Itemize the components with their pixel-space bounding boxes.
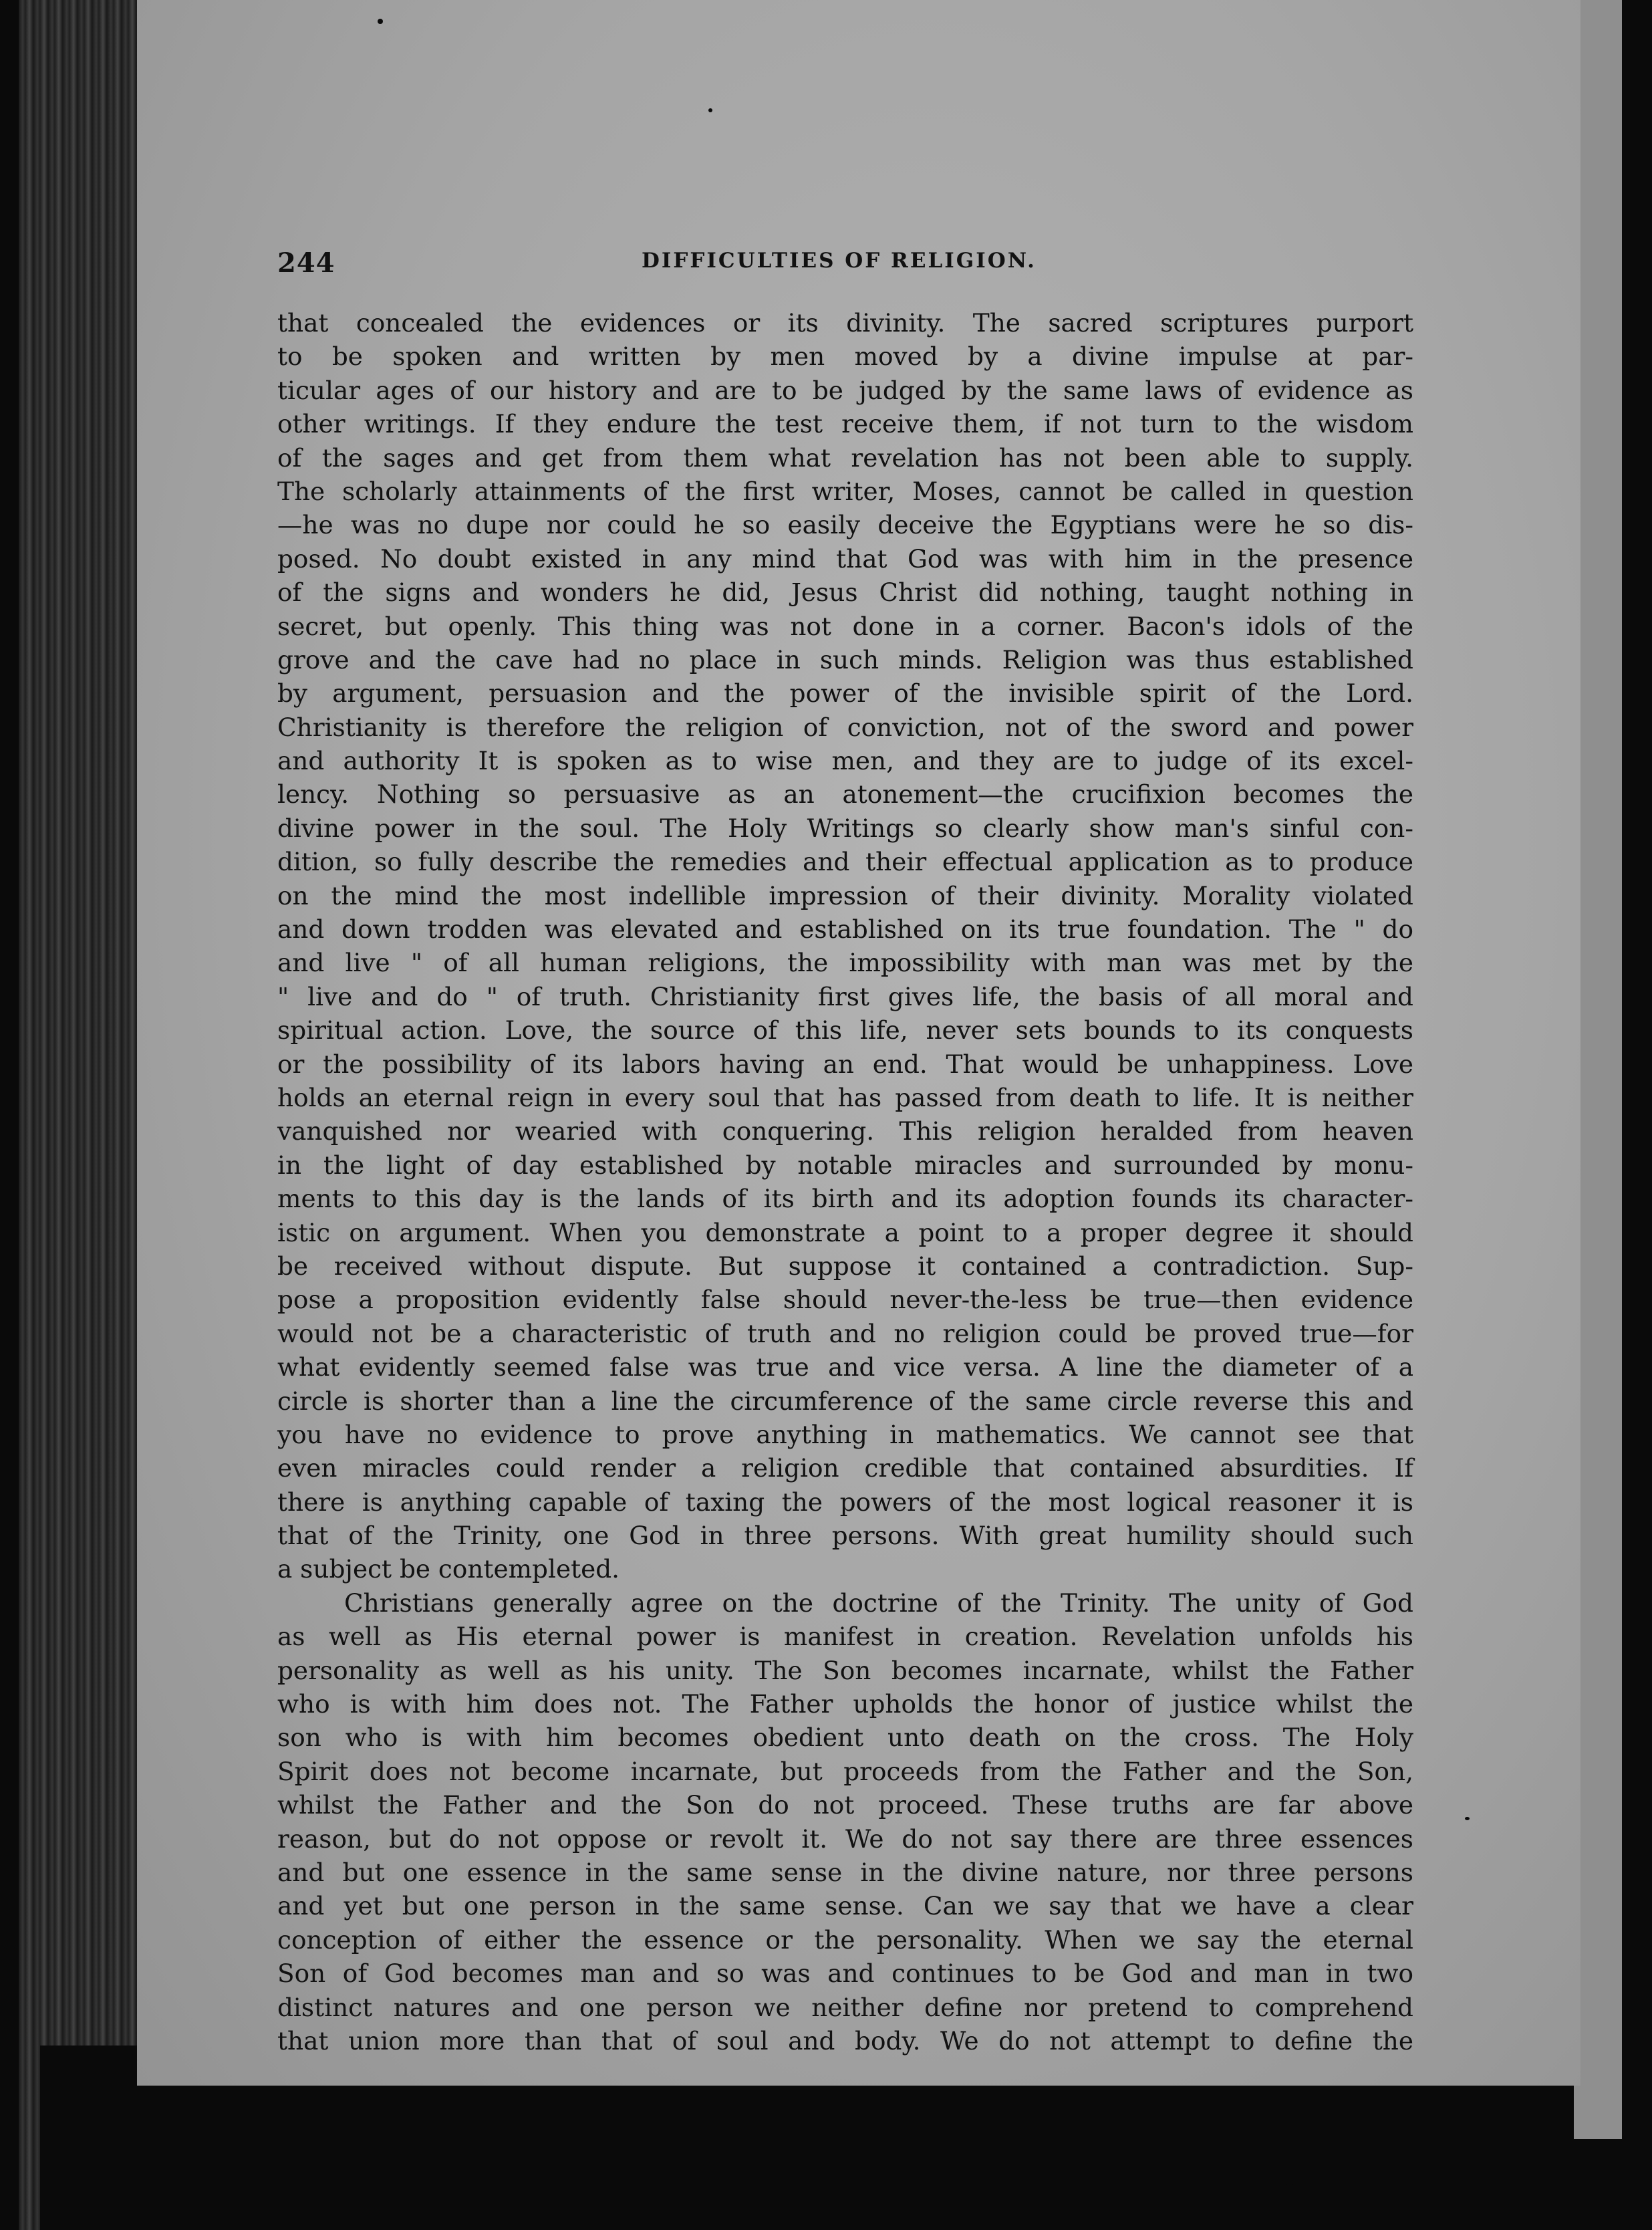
text-line: by argument, persuasion and the power of the invisible spirit of the Lord. (277, 678, 1413, 709)
text-line: of the signs and wonders he did, Jesus Christ did nothing, taught nothing in (277, 578, 1413, 608)
text-line: in the light of day established by notable miracles and surrounded by monu- (277, 1150, 1413, 1180)
text-line: that concealed the evidences or its divinity. The sacred scriptures purport (277, 308, 1413, 338)
text-line: what evidently seemed false was true and vice versa. A line the diameter of a (277, 1352, 1413, 1382)
text-line: lency. Nothing so persuasive as an atonement—the crucifixion becomes the (277, 779, 1413, 810)
text-line: as well as His eternal power is manifest in creation. Revelation unfolds his (277, 1622, 1413, 1652)
text-line: you have no evidence to prove anything in mathematics. We cannot see that (277, 1419, 1413, 1449)
text-line: son who is with him becomes obedient unto death on the cross. The Holy (277, 1723, 1413, 1753)
text-line: that union more than that of soul and body. We do not attempt to define the (277, 2025, 1413, 2056)
page-header (277, 247, 1407, 287)
text-line: dition, so fully describe the remedies and their effectual application as to produce (277, 847, 1413, 877)
text-line: secret, but openly. This thing was not done in a corner. Bacon's idols of the (277, 611, 1413, 641)
text-line: pose a proposition evidently false should never-the-less be true—then evidence (277, 1285, 1413, 1315)
text-line: istic on argument. When you demonstrate a point to a proper degree it should (277, 1217, 1413, 1247)
text-line: be received without dispute. But suppose it contained a contradiction. Sup- (277, 1251, 1413, 1281)
text-line: Spirit does not become incarnate, but proceeds from the Father and the Son, (277, 1756, 1413, 1786)
text-line: and live " of all human religions, the impossibility with man was met by the (277, 948, 1413, 978)
text-line: —he was no dupe nor could he so easily deceive the Egyptians were he so dis- (277, 510, 1413, 540)
text-line: Christianity is therefore the religion of conviction, not of the sword and power (277, 712, 1413, 742)
text-line: holds an eternal reign in every soul that has passed from death to life. It is neither (277, 1082, 1413, 1112)
text-line: and yet but one person in the same sense. Can we say that we have a clear (277, 1891, 1413, 1921)
paragraph-end-line: a subject be contempleted. (277, 1554, 620, 1584)
text-line: who is with him does not. The Father upholds the honor of justice whilst the (277, 1689, 1413, 1719)
text-line: ments to this day is the lands of its birth and its adoption founds its character- (277, 1184, 1413, 1214)
text-line: spiritual action. Love, the source of this life, never sets bounds to its conquests (277, 1015, 1413, 1045)
text-line: there is anything capable of taxing the powers of the most logical reasoner it is (277, 1487, 1413, 1517)
text-line: divine power in the soul. The Holy Writings so clearly show man's sinful con- (277, 813, 1413, 843)
text-line: vanquished nor wearied with conquering. This religion heralded from heaven (277, 1116, 1413, 1146)
text-line: The scholarly attainments of the first writer, Moses, cannot be called in question (277, 476, 1413, 506)
text-line: of the sages and get from them what revelation has not been able to supply. (277, 443, 1413, 473)
text-line: personality as well as his unity. The Son becomes incarnate, whilst the Father (277, 1655, 1413, 1685)
text-line: ticular ages of our history and are to be judged by the same laws of evidence as (277, 375, 1413, 405)
text-line: on the mind the most indellible impression of their divinity. Morality violated (277, 880, 1413, 910)
running-head: DIFFICULTIES OF RELIGION. (642, 249, 1037, 273)
text-line: circle is shorter than a line the circumference of the same circle reverse this and (277, 1386, 1413, 1416)
dust-speck (378, 19, 383, 24)
text-line: to be spoken and written by men moved by a divine impulse at par- (277, 342, 1413, 372)
text-line: grove and the cave had no place in such minds. Religion was thus established (277, 644, 1413, 674)
page-body (277, 306, 1413, 2058)
text-line: distinct natures and one person we neither define nor pretend to comprehend (277, 1992, 1413, 2022)
text-line: conception of either the essence or the personality. When we say the eternal (277, 1925, 1413, 1955)
text-line: " live and do " of truth. Christianity first gives life, the basis of all moral and (277, 981, 1413, 1011)
dust-speck (1465, 1817, 1470, 1820)
paragraph-start-line: Christians generally agree on the doctrine of the Trinity. The unity of God (344, 1588, 1413, 1618)
stacked-page-edges (19, 0, 152, 2230)
text-line: that of the Trinity, one God in three persons. With great humility should such (277, 1521, 1413, 1551)
text-line: and authority It is spoken as to wise men, and they are to judge of its excel- (277, 746, 1413, 776)
dust-speck (708, 108, 712, 112)
text-line: would not be a characteristic of truth and no religion could be proved true—for (277, 1318, 1413, 1348)
text-line: whilst the Father and the Son do not proceed. These truths are far above (277, 1790, 1413, 1820)
text-line: and down trodden was elevated and established on its true foundation. The " do (277, 914, 1413, 945)
text-line: other writings. If they endure the test receive them, if not turn to the wisdom (277, 409, 1413, 439)
text-line: or the possibility of its labors having an end. That would be unhappiness. Love (277, 1049, 1413, 1079)
text-line: Son of God becomes man and so was and continues to be God and man in two (277, 1959, 1413, 1989)
text-line: and but one essence in the same sense in the divine nature, nor three persons (277, 1857, 1413, 1887)
text-line: even miracles could render a religion credible that contained absurdities. If (277, 1453, 1413, 1483)
dust-speck (1286, 2181, 1293, 2185)
page-number: 244 (277, 247, 335, 279)
text-line: posed. No doubt existed in any mind that God was with him in the presence (277, 543, 1413, 574)
text-line: reason, but do not oppose or revolt it. We do not say there are three essences (277, 1824, 1413, 1854)
